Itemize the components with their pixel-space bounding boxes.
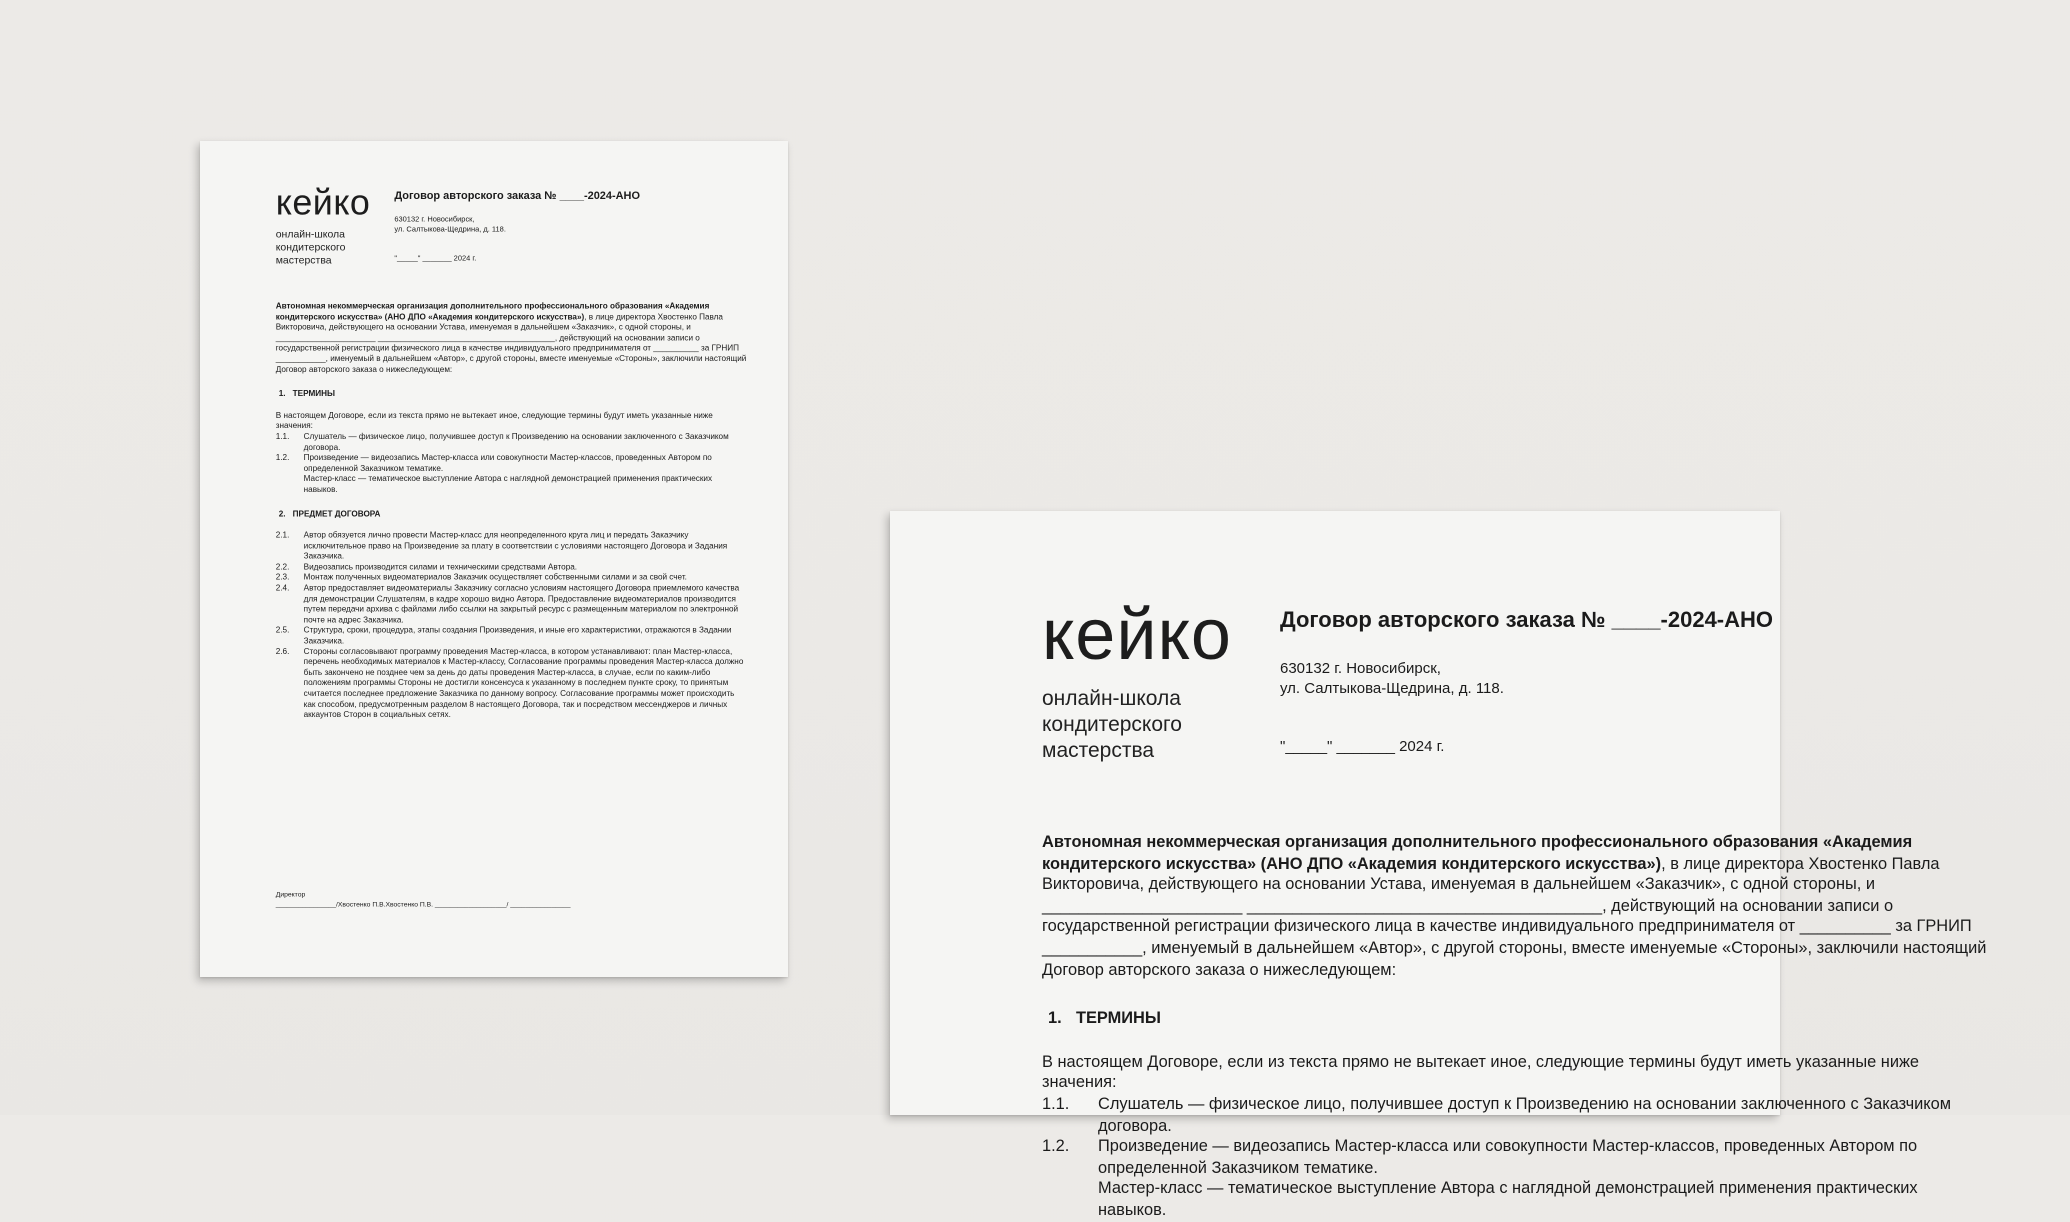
document-title: Договор авторского заказа № ____-2024-АНО bbox=[1280, 609, 1774, 633]
section-intro: В настоящем Договоре, если из текста прямо не вытекает иное, следующие термины будут иметь указанные ниже значения: bbox=[275, 410, 713, 431]
address-line: 630132 г. Новосибирск, bbox=[394, 214, 475, 224]
preamble-organization: Автономная некоммерческая организация дополнительного профессионального образования «Академия кондитерского искусства» (АНО ДПО «Академия кондитерского искусства») bbox=[1042, 833, 1913, 873]
document-page-closeup bbox=[890, 511, 1987, 1219]
logo-tagline-line: онлайн-школа bbox=[1042, 687, 1181, 711]
clause bbox=[276, 432, 748, 453]
keiko-logo bbox=[275, 181, 371, 268]
keiko-logo bbox=[1042, 593, 1232, 765]
clause-text: Стороны согласовывают программу проведения Мастер-класса, в котором устанавливают: план Мастер-класса, перечень необходимых материалов к Мастер-классу, Согласование программы проведения Мастер-класса должно быть закончено не позднее чем за день до даты проведения Мастер-класса, в случае, если по каким-либо положениям программы Стороны не достигли консенсуса к указанному в последнем пункте сроку, то принятым считается последнее предложение Заказчика по данному вопросу. Согласование программы может происходить как способом, предусмотренным разделом 8 настоящего Договора, так и посредством мессенджеров и личных аккаунтов Сторон в социальных сетях. bbox=[303, 646, 744, 720]
logo-wordmark: кейко bbox=[275, 181, 371, 223]
clause-text: Слушатель — физическое лицо, получившее доступ к Произведению на основании заключенного с Заказчиком договора. bbox=[303, 431, 729, 452]
clause-number: 2.3. bbox=[275, 572, 290, 582]
clause-text: Произведение — видеозапись Мастер-класса или совокупности Мастер-классов, проведенных Автором по определенной Заказчиком тематике. bbox=[303, 453, 712, 473]
preamble bbox=[1042, 833, 1990, 981]
clause bbox=[276, 573, 748, 584]
clause bbox=[276, 584, 748, 626]
logo-wordmark: кейко bbox=[1042, 593, 1232, 675]
clause-continuation: Мастер-класс — тематическое выступление Автора с наглядной демонстрацией применения практических навыков. bbox=[1098, 1179, 1918, 1219]
section-heading-terms bbox=[1048, 1009, 1990, 1030]
clause-number: 2.6. bbox=[275, 646, 290, 656]
signature-label: Директор bbox=[275, 891, 306, 899]
address-line: ул. Салтыкова-Щедрина, д. 118. bbox=[394, 224, 506, 234]
preamble bbox=[276, 301, 748, 375]
clause bbox=[276, 562, 748, 573]
clause-text: Автор обязуется лично провести Мастер-класс для неопределенного круга лиц и передать Заказчику исключительное право на Произведение за плату в соответствии с условиями настоящего Договора и Задания Заказчика. bbox=[303, 530, 728, 561]
address-line: 630132 г. Новосибирск, bbox=[1280, 659, 1441, 677]
document-address bbox=[394, 215, 773, 235]
clause-text: Слушатель — физическое лицо, получившее доступ к Произведению на основании заключенного с Заказчиком договора. bbox=[1098, 1094, 1951, 1135]
logo-tagline-line: мастерства bbox=[275, 254, 332, 267]
clause-text: Автор предоставляет видеоматериалы Заказчику согласно условиям настоящего Договора приемлемого качества для демонстрации Слушателям, в кадре хорошо видно Автора. Предоставление видеоматериалов производится путем передачи архива с файлами либо ссылки на закрытый ресурс с размещенным материалом по электронной почте на адрес Заказчика. bbox=[303, 583, 740, 625]
section-heading-subject bbox=[279, 509, 748, 520]
clause bbox=[1042, 1137, 1990, 1179]
clause-number: 1.1. bbox=[275, 431, 290, 441]
preamble-organization: Автономная некоммерческая организация дополнительного профессионального образования «Академия кондитерского искусства» (АНО ДПО «Академия кондитерского искусства») bbox=[275, 301, 710, 321]
clause bbox=[276, 626, 748, 647]
preamble-text: , в лице директора Хвостенко Павла Викторовича, действующего на основании Устава, именуемая в дальнейшем «Заказчик», с одной стороны, и ______________________ _______________________________________, действующий на основании записи о государственной регистрации физического лица в качестве индивидуального предпринимателя от __________ за ГРНИП ___________, именуемый в дальнейшем «Автор», с другой стороны, вместе именуемые «Стороны», заключили настоящий Договор авторского заказа о нижеследующем: bbox=[1042, 854, 1987, 979]
clause-continuation: Мастер-класс — тематическое выступление Автора с наглядной демонстрацией применения практических навыков. bbox=[303, 474, 713, 494]
clause-text: Произведение — видеозапись Мастер-класса или совокупности Мастер-классов, проведенных Автором по определенной Заказчиком тематике. bbox=[1098, 1137, 1918, 1177]
clause-text: Видеозапись производится силами и техническими средствами Автора. bbox=[303, 562, 578, 572]
signature-line: ________________/Хвостенко П.В.Хвостенко П.В. ___________________/ ________________ bbox=[275, 901, 571, 909]
clause-number: 2.1. bbox=[275, 530, 290, 540]
document-body bbox=[276, 301, 748, 720]
document-title: Договор авторского заказа № ____-2024-АНО bbox=[394, 189, 641, 202]
preamble-text: , в лице директора Хвостенко Павла Викторовича, действующего на основании Устава, именуемая в дальнейшем «Заказчик», с одной стороны, и ______________________ _______________________________________, действующий на основании записи о государственной регистрации физического лица в качестве индивидуального предпринимателя от __________ за ГРНИП ___________, именуемый в дальнейшем «Автор», с другой стороны, вместе именуемые «Стороны», заключили настоящий Договор авторского заказа о нижеследующем: bbox=[275, 312, 747, 374]
clause-number: 1.2. bbox=[1042, 1137, 1070, 1156]
section-number: 1. bbox=[1048, 1009, 1062, 1028]
section-title: ТЕРМИНЫ bbox=[292, 389, 335, 399]
logo-tagline bbox=[1042, 687, 1232, 765]
logo-tagline bbox=[276, 229, 371, 268]
document-header bbox=[1280, 609, 2040, 755]
document-page-full bbox=[200, 141, 788, 977]
logo-tagline-line: кондитерского bbox=[275, 241, 346, 254]
section-title: ТЕРМИНЫ bbox=[1076, 1009, 1161, 1028]
section-number: 1. bbox=[278, 389, 286, 399]
clause bbox=[1042, 1095, 1990, 1137]
section-number: 2. bbox=[278, 509, 286, 519]
clause-number: 2.2. bbox=[275, 562, 290, 572]
signature-block bbox=[276, 890, 571, 910]
section-title: ПРЕДМЕТ ДОГОВОРА bbox=[292, 509, 381, 519]
document-header bbox=[394, 190, 773, 263]
clause bbox=[276, 531, 748, 563]
clause bbox=[276, 647, 748, 721]
document-body bbox=[1042, 833, 1990, 1222]
clause-text: Монтаж полученных видеоматериалов Заказчик осуществляет собственными силами и за свой счет. bbox=[303, 572, 687, 582]
document-date: "_____" _______ 2024 г. bbox=[1280, 737, 1445, 755]
document-address bbox=[1280, 659, 2040, 699]
logo-tagline-line: мастерства bbox=[1042, 739, 1155, 763]
clause bbox=[276, 453, 748, 474]
logo-tagline-line: онлайн-школа bbox=[275, 228, 345, 241]
document-date: "_____" _______ 2024 г. bbox=[394, 253, 477, 263]
address-line: ул. Салтыкова-Щедрина, д. 118. bbox=[1280, 679, 1504, 697]
section-heading-terms bbox=[279, 389, 748, 400]
logo-tagline-line: кондитерского bbox=[1042, 713, 1182, 737]
clause-number: 2.5. bbox=[275, 625, 290, 635]
clause-number: 1.1. bbox=[1042, 1094, 1070, 1113]
section-intro: В настоящем Договоре, если из текста прямо не вытекает иное, следующие термины будут иметь указанные ниже значения: bbox=[1042, 1052, 1920, 1092]
clause-number: 1.2. bbox=[275, 453, 290, 463]
clause-text: Структура, сроки, процедура, этапы создания Произведения, и иные его характеристики, отражаются в Задании Заказчика. bbox=[303, 625, 732, 646]
clause-number: 2.4. bbox=[275, 583, 290, 593]
